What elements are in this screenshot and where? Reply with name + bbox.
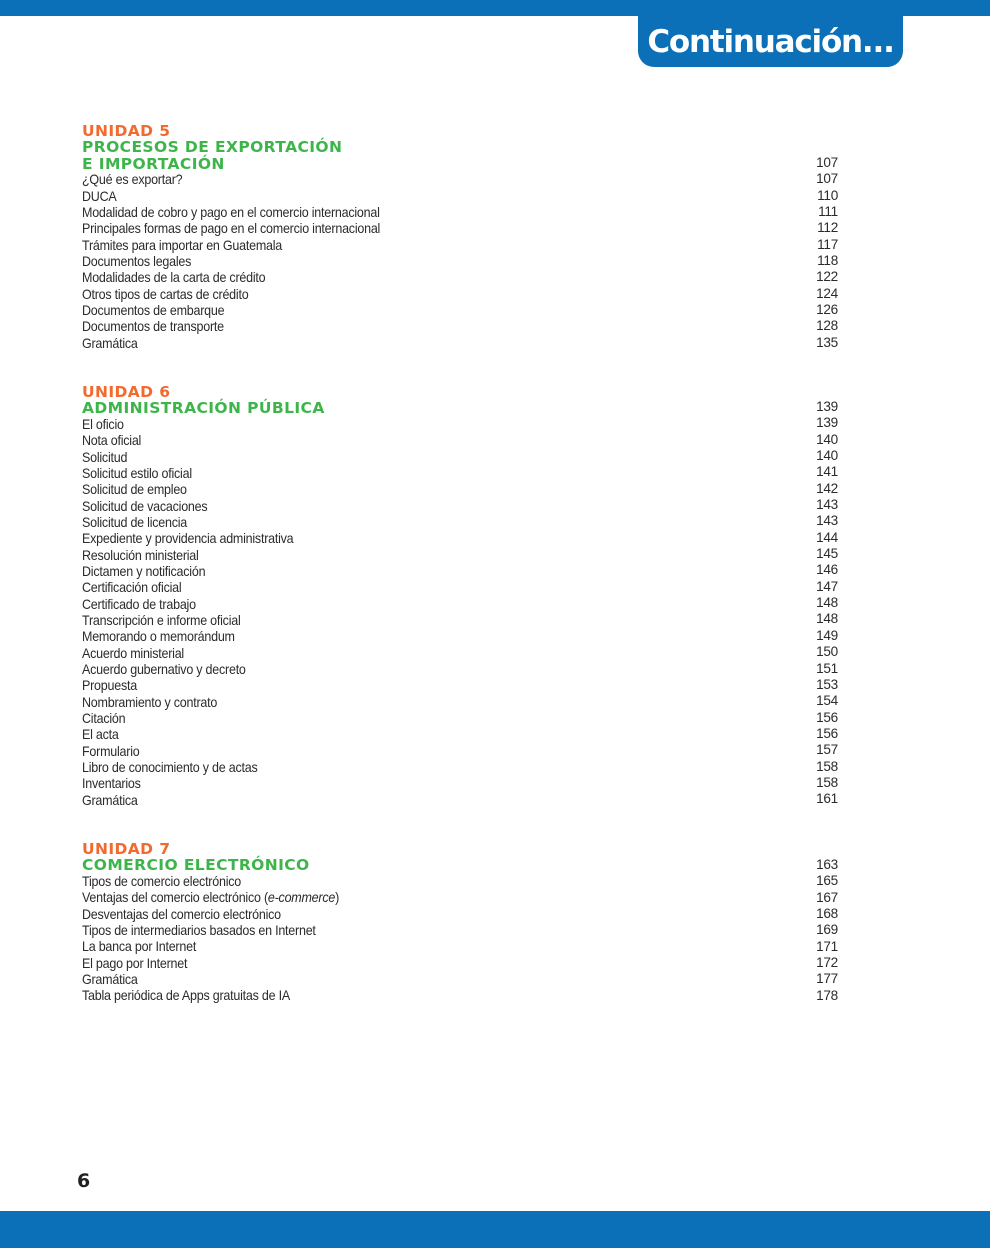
entry-page-number: 111 — [818, 204, 838, 220]
toc-entry-text: Ventajas del comercio electrónico ( — [82, 890, 268, 906]
unit-title — [82, 400, 842, 416]
toc-entry[interactable]: Tipos de intermediarios basados en Internet — [82, 922, 316, 938]
entry-page-number: 153 — [816, 676, 838, 692]
entry-page-number: 144 — [816, 529, 838, 545]
toc-entry[interactable]: Desventajas del comercio electrónico — [82, 906, 281, 922]
toc-entry[interactable]: Propuesta — [82, 678, 137, 694]
entry-page-number: 110 — [817, 187, 838, 203]
entry-page-number: 126 — [816, 302, 838, 318]
toc-entry[interactable]: Citación — [82, 711, 126, 726]
entry-page-number: 178 — [816, 987, 838, 1003]
toc-entry[interactable]: Trámites para importar en Guatemala — [82, 237, 283, 253]
page-number-column — [816, 155, 838, 351]
toc-entry[interactable]: Dictamen y notificación — [82, 563, 206, 579]
unit-section — [82, 384, 842, 809]
continuation-tab — [638, 14, 903, 67]
entry-list — [82, 417, 842, 809]
entry-page-number: 139 — [816, 415, 838, 431]
toc-entry[interactable] — [82, 890, 781, 906]
entry-page-number: 142 — [816, 480, 838, 496]
entry-page-number: 168 — [816, 906, 838, 922]
toc-entry[interactable]: Gramática — [82, 335, 138, 351]
entry-page-number: 143 — [816, 497, 838, 513]
entry-page-number: 124 — [816, 285, 838, 301]
toc-entry[interactable]: El oficio — [82, 416, 124, 432]
unit-title-line: ADMINISTRACIÓN PÚBLICA — [82, 399, 325, 418]
entry-page-number: 161 — [816, 791, 838, 807]
toc-entry[interactable]: Resolución ministerial — [82, 547, 199, 563]
continuation-label: Continuación... — [647, 23, 894, 60]
toc-entry[interactable]: Acuerdo gubernativo y decreto — [82, 661, 246, 677]
toc-entry[interactable]: Certificado de trabajo — [82, 596, 196, 612]
entry-page-number: 128 — [816, 318, 838, 334]
toc-entry[interactable]: Memorando o memorándum — [82, 629, 235, 645]
toc-entry[interactable]: DUCA — [82, 188, 117, 204]
page-number-column — [816, 399, 838, 808]
entry-page-number: 177 — [816, 971, 838, 987]
toc-entry[interactable]: Solicitud estilo oficial — [82, 465, 192, 481]
unit-title-page: 139 — [816, 399, 838, 414]
entry-page-number: 140 — [816, 448, 838, 464]
entry-page-number: 140 — [816, 431, 838, 447]
entry-page-number: 122 — [816, 269, 838, 285]
toc-entry[interactable]: Transcripción e informe oficial — [82, 612, 241, 628]
toc-entry[interactable]: Solicitud de empleo — [82, 482, 187, 498]
toc-entry[interactable]: Expediente y providencia administrativa — [82, 531, 294, 547]
entry-page-number: 154 — [816, 693, 838, 709]
toc-entry[interactable]: Acuerdo ministerial — [82, 645, 184, 661]
toc-entry[interactable]: Modalidades de la carta de crédito — [82, 270, 266, 286]
entry-page-number: 146 — [816, 562, 838, 578]
entry-page-number: 117 — [817, 236, 838, 252]
unit-title — [82, 857, 842, 873]
entry-page-number: 149 — [816, 627, 838, 643]
toc-entry[interactable]: El acta — [82, 727, 119, 743]
unit-section — [82, 123, 842, 352]
unit-label: UNIDAD 7 — [82, 840, 171, 858]
toc-entry[interactable]: La banca por Internet — [82, 939, 197, 955]
entry-page-number: 167 — [816, 889, 838, 905]
unit-title-line: COMERCIO ELECTRÓNICO — [82, 856, 310, 875]
toc-entry[interactable]: Tipos de comercio electrónico — [82, 873, 242, 889]
toc-entry-text: ) — [335, 890, 340, 906]
toc-entry[interactable]: Formulario — [82, 743, 140, 759]
toc-entry[interactable]: Documentos de embarque — [82, 302, 225, 318]
toc-entry[interactable]: Gramática — [82, 971, 138, 987]
toc-entry[interactable]: ¿Qué es exportar? — [82, 172, 183, 188]
toc-entry[interactable]: Solicitud de licencia — [82, 514, 188, 530]
entry-list — [82, 172, 842, 352]
toc-entry[interactable]: Principales formas de pago en el comercio internacional — [82, 221, 381, 237]
entry-page-number: 145 — [816, 546, 838, 562]
toc-entry[interactable]: Otros tipos de cartas de crédito — [82, 286, 249, 302]
toc-entry-emphasis: e-commerce — [267, 890, 336, 906]
entry-page-number: 148 — [816, 595, 838, 611]
toc-entry[interactable]: Documentos de transporte — [82, 319, 224, 335]
entry-list — [82, 874, 842, 1005]
entry-page-number: 169 — [816, 922, 838, 938]
entry-page-number: 171 — [816, 938, 838, 954]
unit-section — [82, 841, 842, 1005]
unit-title-page: 163 — [816, 857, 838, 872]
page-number: 6 — [77, 1170, 91, 1192]
page-number-column — [816, 857, 838, 1004]
entry-page-number: 141 — [816, 464, 838, 480]
toc-entry[interactable]: Gramática — [82, 792, 138, 808]
entry-page-number: 112 — [817, 220, 838, 236]
toc-entry[interactable]: Nombramiento y contrato — [82, 694, 218, 710]
entry-page-number: 107 — [816, 171, 838, 187]
entry-page-number: 148 — [816, 611, 838, 627]
unit-label: UNIDAD 5 — [82, 122, 171, 140]
entry-page-number: 165 — [816, 873, 838, 889]
bottom-color-bar — [0, 1211, 990, 1248]
entry-page-number: 135 — [816, 334, 838, 350]
entry-page-number: 158 — [816, 758, 838, 774]
toc-entry[interactable]: Certificación oficial — [82, 580, 182, 596]
toc-entry[interactable]: El pago por Internet — [82, 955, 188, 971]
toc-entry[interactable]: Solicitud de vacaciones — [82, 498, 208, 514]
entry-page-number: 172 — [816, 955, 838, 971]
unit-title-page: 107 — [816, 155, 838, 170]
toc-entry[interactable]: Libro de conocimiento y de actas — [82, 760, 258, 776]
toc-entry[interactable]: Documentos legales — [82, 253, 192, 269]
entry-page-number: 151 — [816, 660, 838, 676]
entry-page-number: 150 — [816, 644, 838, 660]
unit-title-line: PROCESOS DE EXPORTACIÓN — [82, 138, 343, 157]
unit-title — [82, 139, 842, 172]
entry-page-number: 156 — [816, 709, 838, 725]
toc-entry[interactable]: Inventarios — [82, 776, 141, 792]
unit-label: UNIDAD 6 — [82, 383, 171, 401]
entry-page-number: 143 — [816, 513, 838, 529]
toc-entry[interactable]: Modalidad de cobro y pago en el comercio internacional — [82, 204, 380, 220]
entry-page-number: 147 — [816, 578, 838, 594]
unit-title-line: E IMPORTACIÓN — [82, 154, 225, 173]
toc-entry[interactable]: Nota oficial — [82, 433, 142, 449]
toc-entry[interactable]: Tabla periódica de Apps gratuitas de IA — [82, 988, 290, 1004]
entry-page-number: 157 — [816, 742, 838, 758]
toc-entry[interactable]: Solicitud — [82, 449, 128, 465]
entry-page-number: 156 — [816, 725, 838, 741]
entry-page-number: 118 — [817, 253, 838, 269]
entry-page-number: 158 — [816, 774, 838, 790]
